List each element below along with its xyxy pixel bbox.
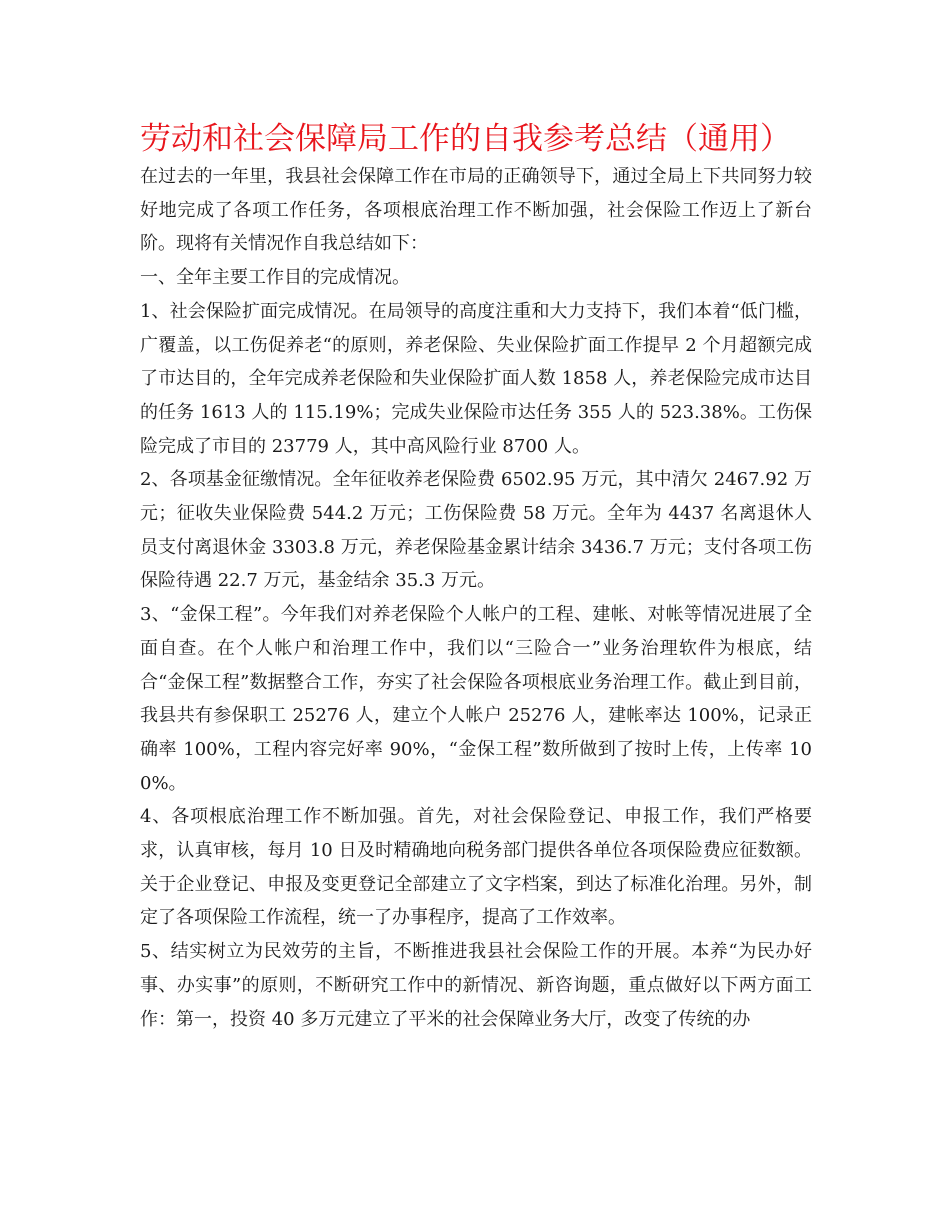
paragraph-item-3: 3、“金保工程”。今年我们对养老保险个人帐户的工程、建帐、对帐等情况进展了全面自查。在个人帐户和治理工作中，我们以“三险合一”业务治理软件为根底，结合“金保工程”数据整合工作，夯实了社会保险各项根底业务治理工作。截止到目前，我县共有参保职工 25276 人，建立个人帐户 25276 人，建帐率达 100%，记录正确率 100%，工程内容完好率 90%，“金保工程”数所做到了按时上传，上传率 100%。 bbox=[140, 604, 812, 794]
document-title: 劳动和社会保障局工作的自我参考总结（通用） bbox=[140, 121, 791, 157]
paragraph-intro: 在过去的一年里，我县社会保障工作在市局的正确领导下，通过全局上下共同努力较好地完成了各项工作任务，各项根底治理工作不断加强，社会保险工作迈上了新台阶。现将有关情况作自我总结如下： bbox=[140, 166, 812, 255]
paragraph-item-1: 1、社会保险扩面完成情况。在局领导的高度注重和大力支持下，我们本着“低门槛，广覆盖，以工伤促养老“的原则，养老保险、失业保险扩面工作提早 2 个月超额完成了市达目的，全年完成养老保险和失业保险扩面人数 1858 人，养老保险完成市达目的任务 1613 人的 115.19%；完成失业保险市达任务 355 人的 523.38%。工伤保险完成了市目的 23779 人，其中高风险行业 8700 人。 bbox=[140, 300, 812, 457]
document-body bbox=[140, 160, 812, 1036]
paragraph-item-5: 5、结实树立为民效劳的主旨，不断推进我县社会保险工作的开展。本养“为民办好事、办实事”的原则，不断研究工作中的新情况、新咨询题，重点做好以下两方面工作：第一，投资 40 多万元建立了平米的社会保障业务大厅，改变了传统的办 bbox=[140, 941, 812, 1030]
paragraph-item-2: 2、各项基金征缴情况。全年征收养老保险费 6502.95 万元，其中清欠 2467.92 万元；征收失业保险费 544.2 万元；工伤保险费 58 万元。全年为 4437 名离退休人员支付离退休金 3303.8 万元，养老保险基金累计结余 3436.7 万元；支付各项工伤保险待遇 22.7 万元，基金结余 35.3 万元。 bbox=[140, 469, 812, 592]
paragraph-item-4: 4、各项根底治理工作不断加强。首先，对社会保险登记、申报工作，我们严格要求，认真审核，每月 10 日及时精确地向税务部门提供各单位各项保险费应征数额。关于企业登记、申报及变更登记全部建立了文字档案，到达了标准化治理。另外，制定了各项保险工作流程，统一了办事程序，提高了工作效率。 bbox=[140, 806, 812, 929]
paragraph-section-heading: 一、全年主要工作目的完成情况。 bbox=[140, 267, 410, 289]
